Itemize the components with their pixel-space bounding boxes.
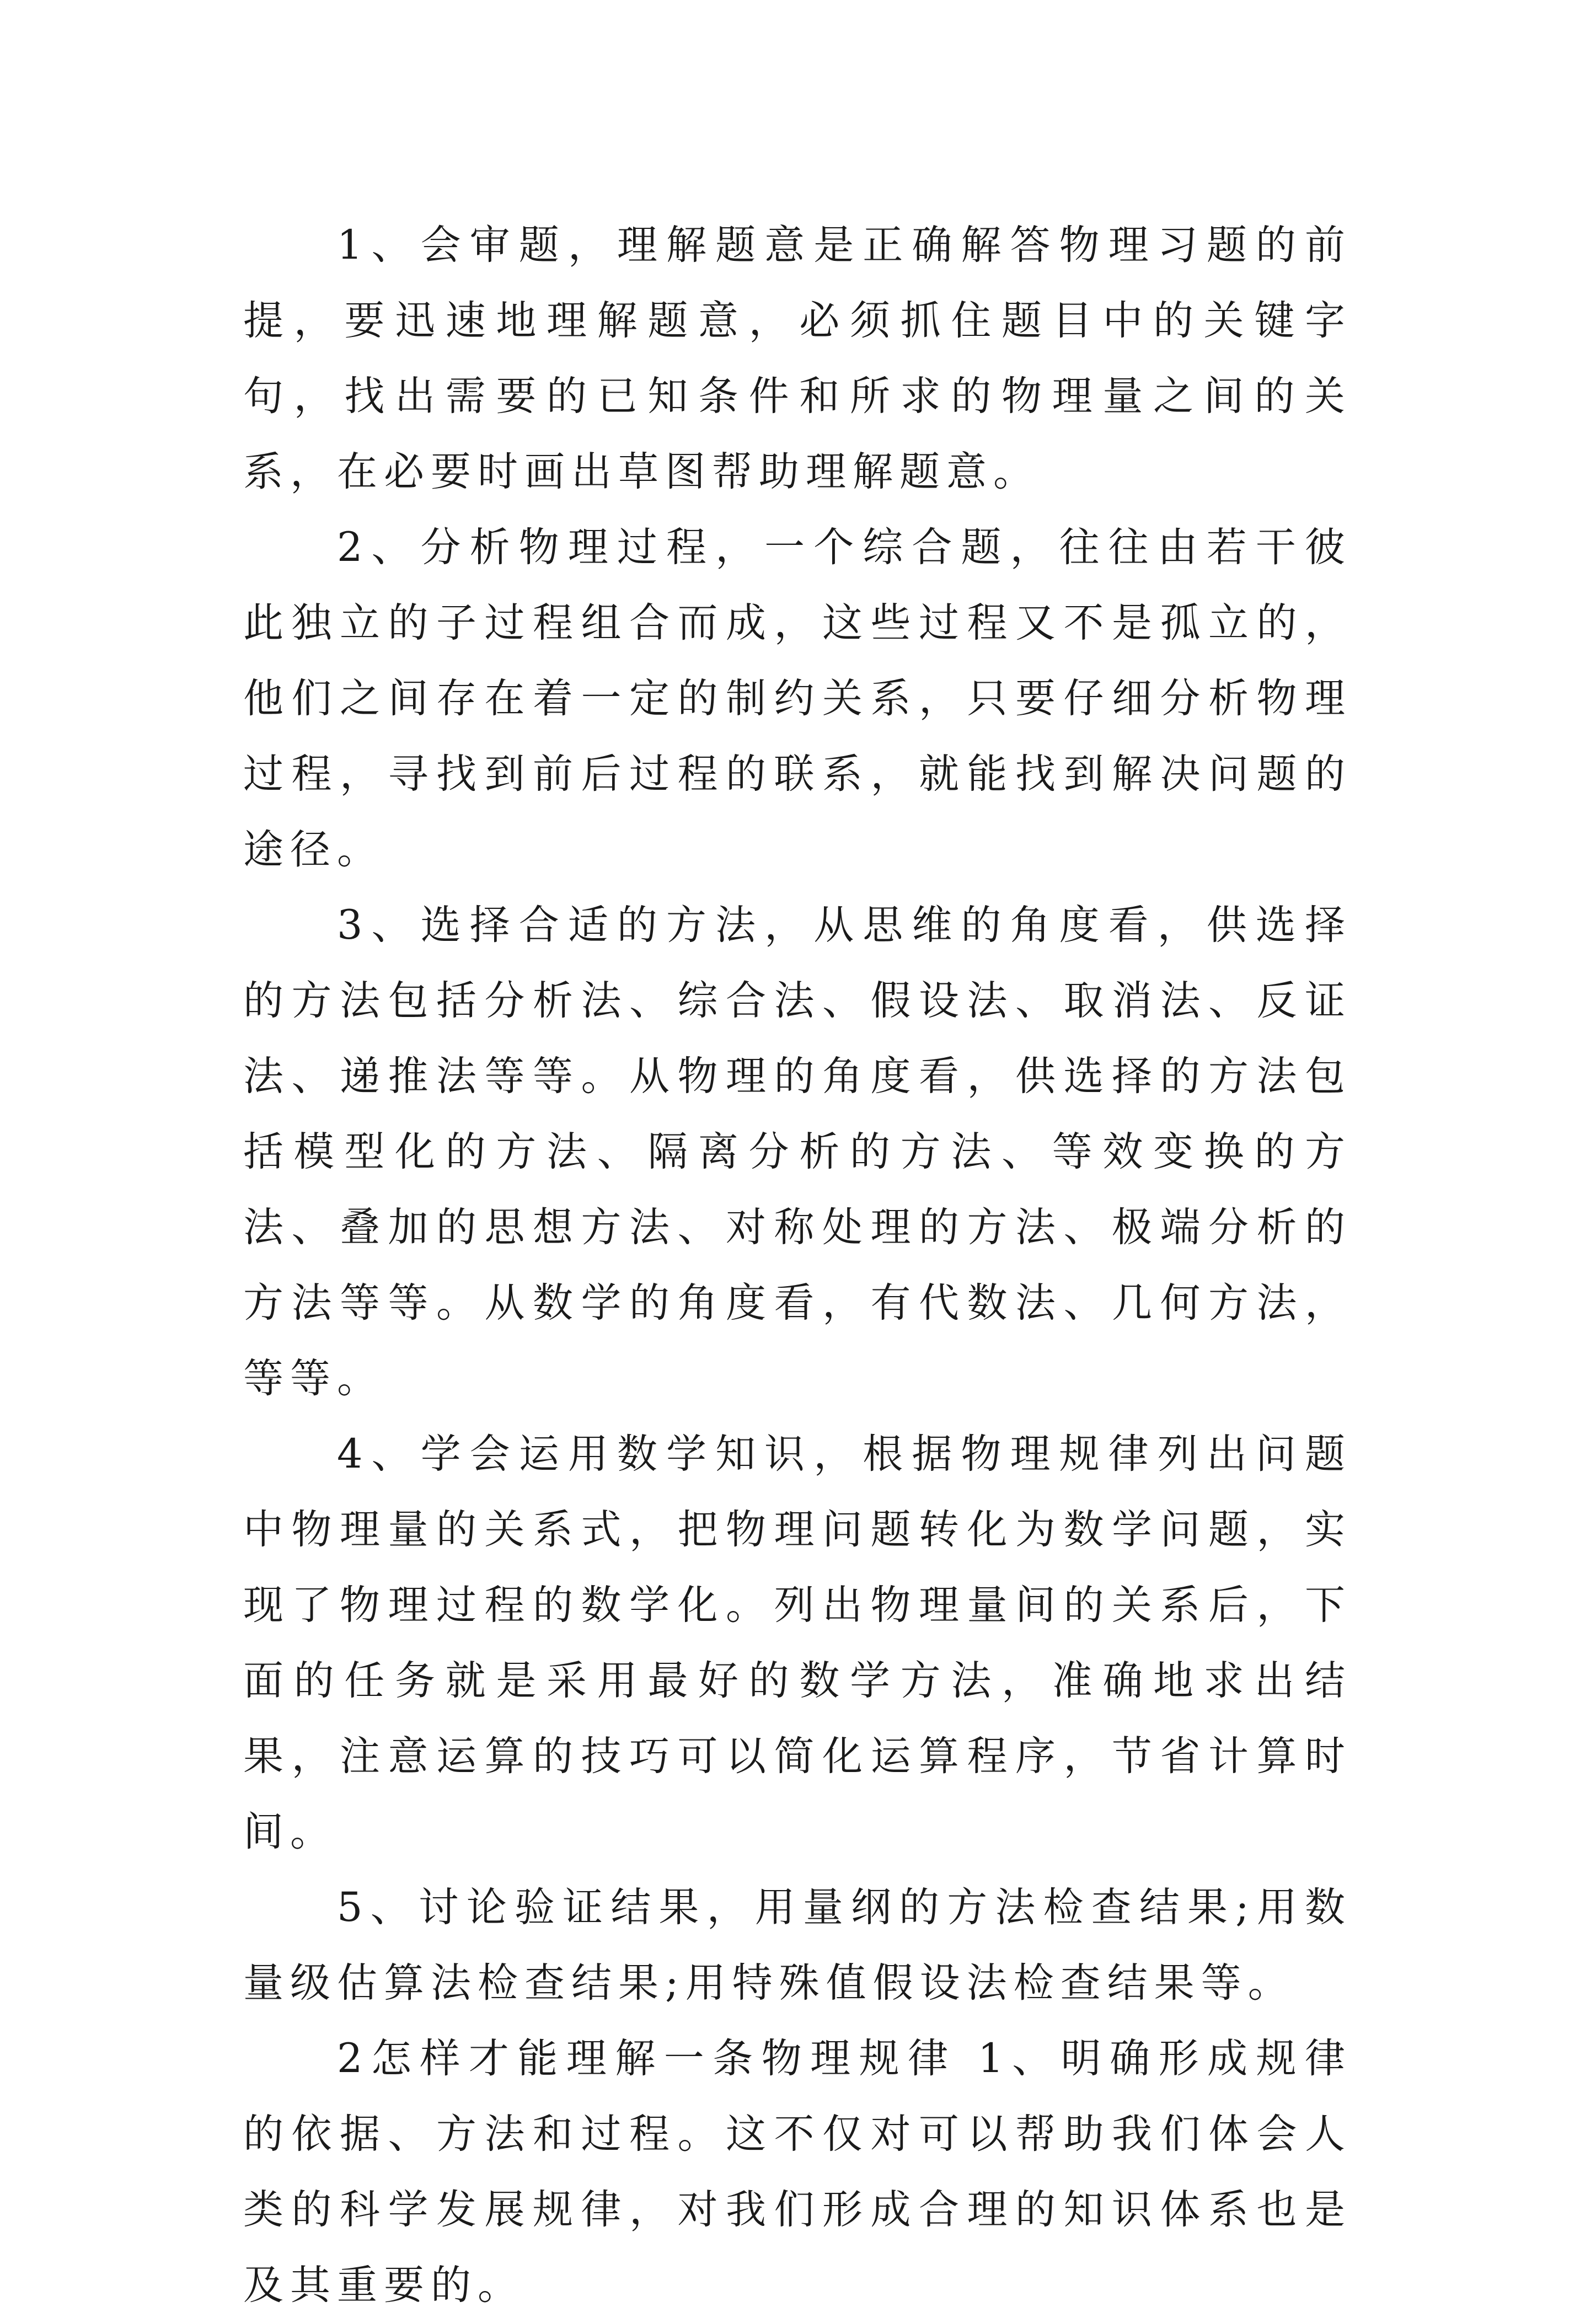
- paragraph-3: 3、选择合适的方法，从思维的角度看，供选择的方法包括分析法、综合法、假设法、取消法、反证法、递推法等等。从物理的角度看，供选择的方法包括模型化的方法、隔离分析的方法、等效变换的方法、叠加的思想方法、对称处理的方法、极端分析的方法等等。从数学的角度看，有代数法、几何方法，等等。: [243, 902, 1352, 1402]
- paragraph-5: 5、讨论验证结果，用量纲的方法检查结果;用数量级估算法检查结果;用特殊值假设法检查结果等。: [243, 1884, 1352, 2006]
- paragraph-2: 2、分析物理过程，一个综合题，往往由若干彼此独立的子过程组合而成，这些过程又不是孤立的，他们之间存在着一定的制约关系，只要仔细分析物理过程，寻找到前后过程的联系，就能找到解决问题的途径。: [243, 524, 1352, 873]
- paragraph-6: 2怎样才能理解一条物理规律 1、明确形成规律的依据、方法和过程。这不仅对可以帮助我们体会人类的科学发展规律，对我们形成合理的知识体系也是及其重要的。: [243, 2035, 1352, 2309]
- document-body: [243, 207, 1352, 2323]
- paragraph-4: 4、学会运用数学知识，根据物理规律列出问题中物理量的关系式，把物理问题转化为数学问题，实现了物理过程的数学化。列出物理量间的关系后，下面的任务就是采用最好的数学方法，准确地求出结果，注意运算的技巧可以简化运算程序，节省计算时间。: [243, 1431, 1352, 1855]
- paragraph-1: 1、会审题，理解题意是正确解答物理习题的前提，要迅速地理解题意，必须抓住题目中的关键字句，找出需要的已知条件和所求的物理量之间的关系，在必要时画出草图帮助理解题意。: [243, 222, 1352, 495]
